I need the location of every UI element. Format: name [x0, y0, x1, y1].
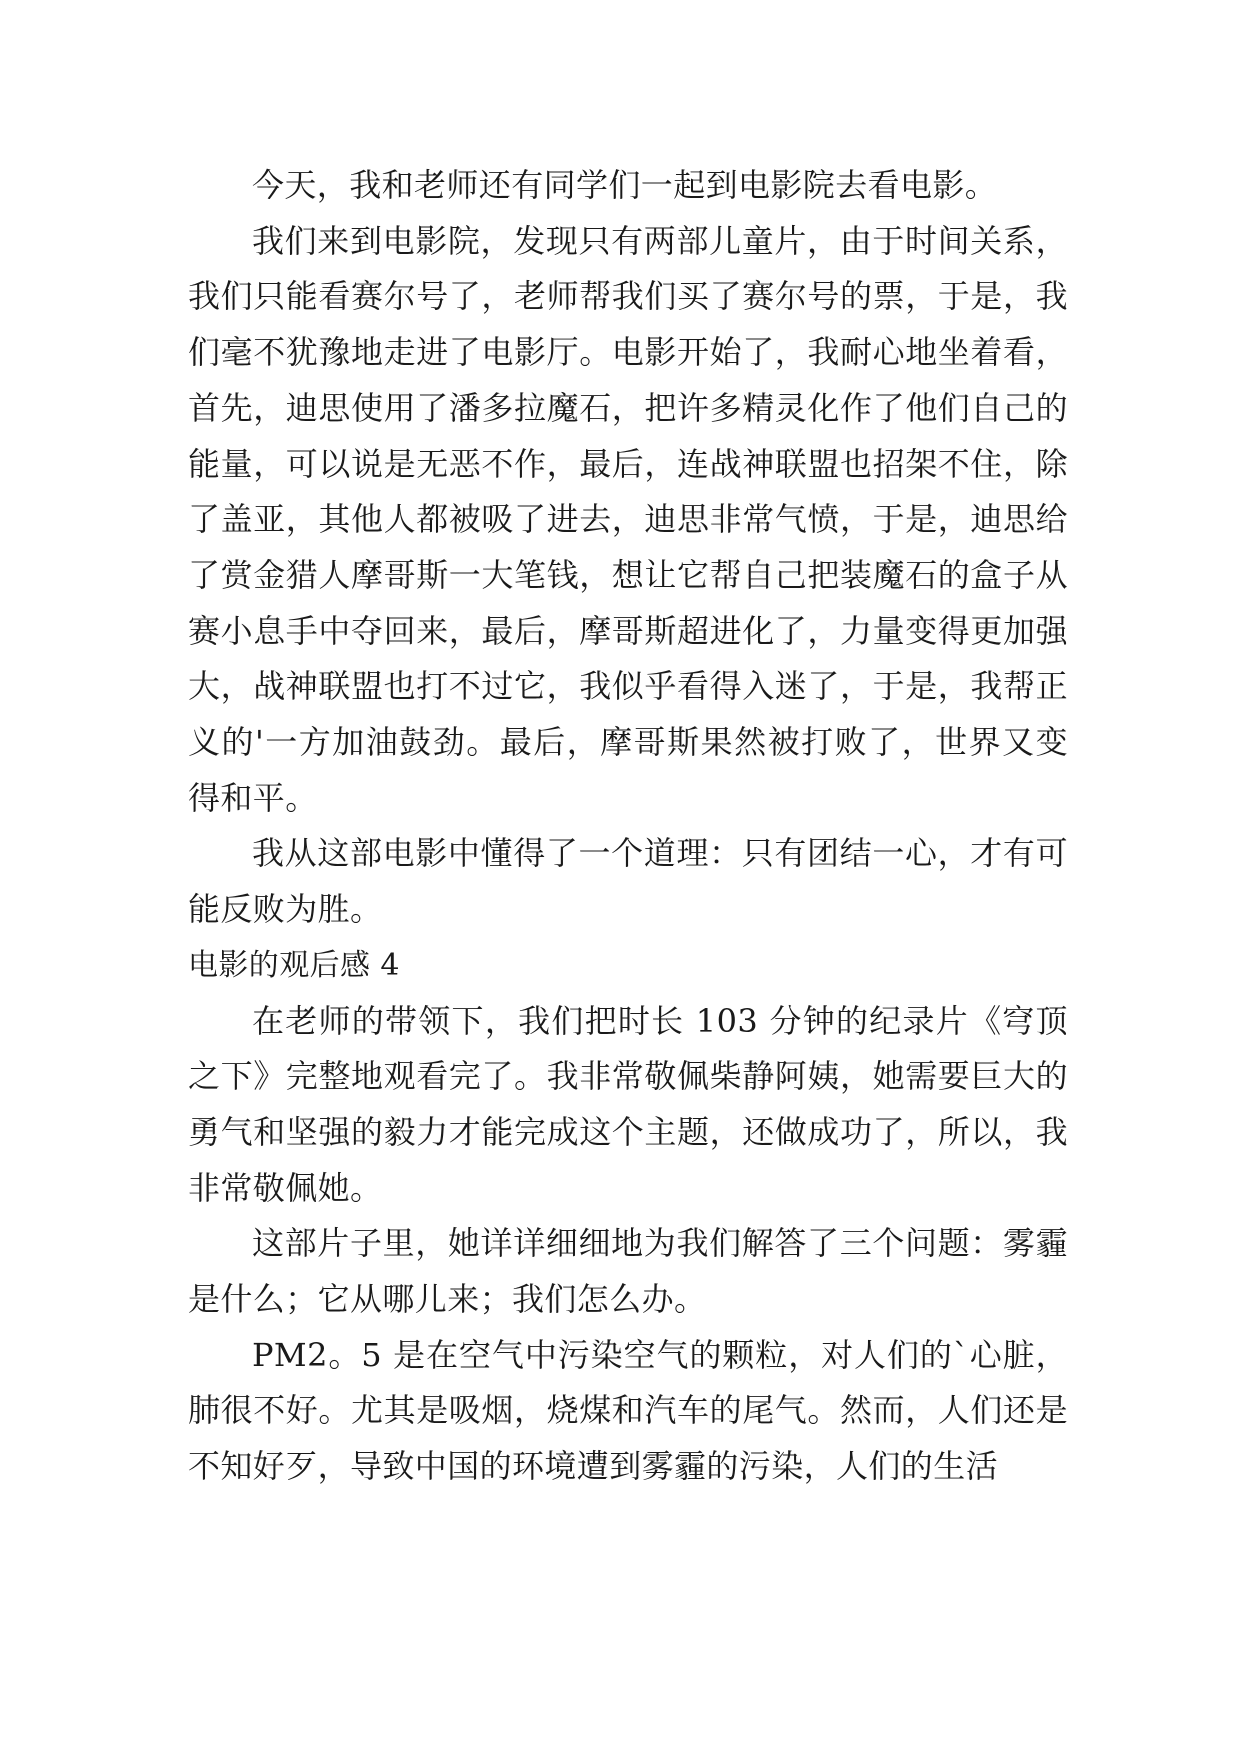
- paragraph-intro: 今天，我和老师还有同学们一起到电影院去看电影。: [252, 166, 998, 204]
- paragraph-movie-story: 我们来到电影院，发现只有两部儿童片，由于时间关系，我们只能看赛尔号了，老师帮我们买了赛尔号的票，于是，我们毫不犹豫地走进了电影厅。电影开始了，我耐心地坐着看，首先，迪思使用了潘多拉魔石，把许多精灵化作了他们自己的能量，可以说是无恶不作，最后，连战神联盟也招架不住，除了盖亚，其他人都被吸了进去，迪思非常气愤，于是，迪思给了赏金猎人摩哥斯一大笔钱，想让它帮自己把装魔石的盒子从赛小息手中夺回来，最后，摩哥斯超进化了，力量变得更加强大，战神联盟也打不过它，我似乎看得入迷了，于是，我帮正义的'一方加油鼓劲。最后，摩哥斯果然被打败了，世界又变得和平。: [188, 221, 1068, 817]
- paragraph-lesson: 我从这部电影中懂得了一个道理：只有团结一心，才有可能反败为胜。: [188, 834, 1068, 929]
- document-body: [188, 158, 1068, 1495]
- paragraph-documentary: 在老师的带领下，我们把时长 103 分钟的纪录片《穹顶之下》完整地观看完了。我非常敬佩柴静阿姨，她需要巨大的勇气和坚强的毅力才能完成这个主题，还做成功了，所以，我非常敬佩她。: [188, 1001, 1068, 1207]
- paragraph-questions: 这部片子里，她详详细细地为我们解答了三个问题：雾霾是什么；它从哪儿来；我们怎么办。: [188, 1224, 1068, 1319]
- section-title: 电影的观后感 4: [188, 947, 400, 983]
- paragraph-pm25: PM2。5 是在空气中污染空气的颗粒，对人们的`心脏，肺很不好。尤其是吸烟，烧煤和汽车的尾气。然而，人们还是不知好歹，导致中国的环境遭到雾霾的污染，人们的生活: [188, 1335, 1068, 1486]
